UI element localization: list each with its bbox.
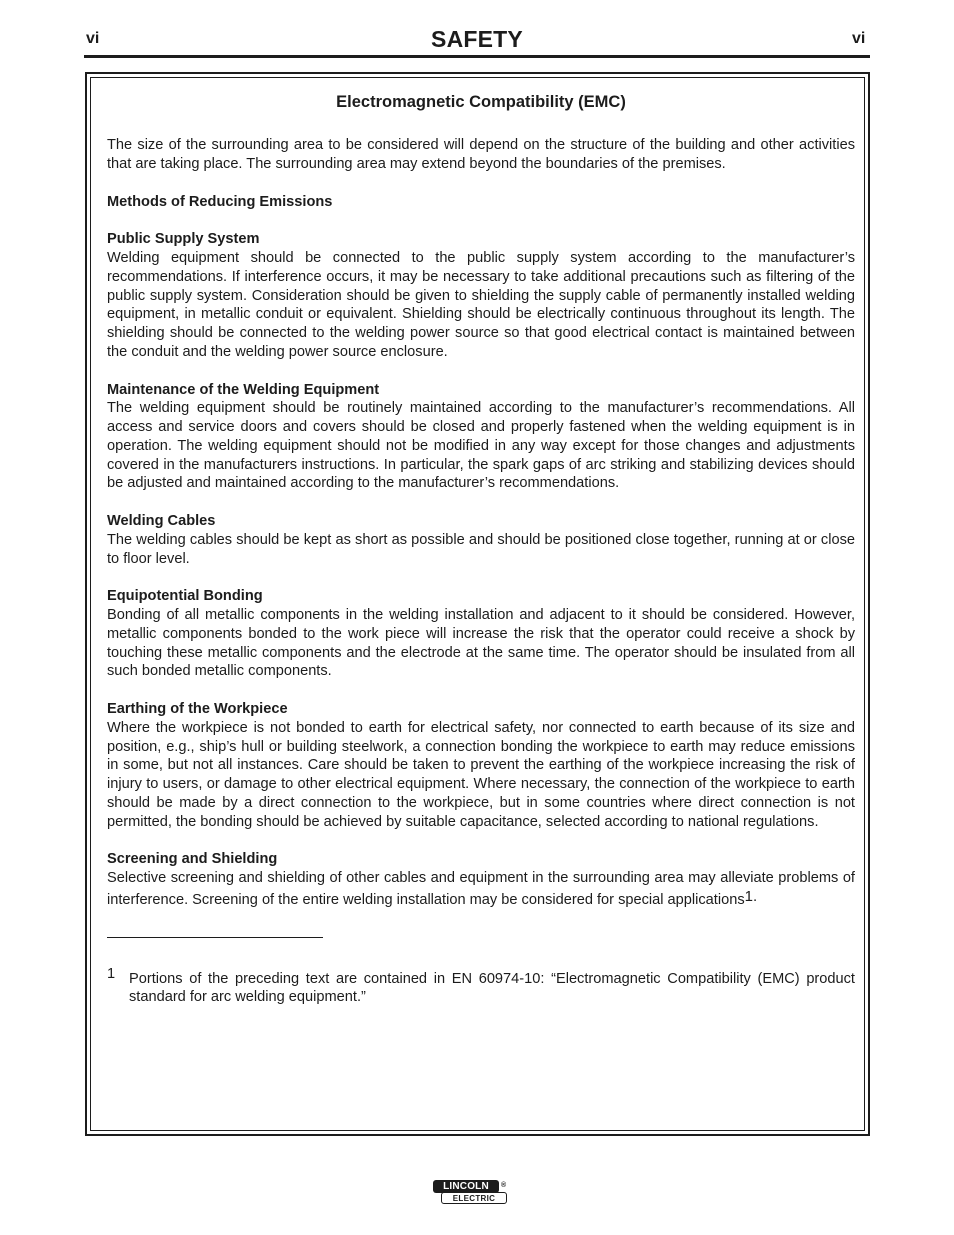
section-screening [107,850,855,909]
section-text-wrapper [107,869,855,910]
section-heading: Equipotential Bonding [107,588,263,605]
methods-heading: Methods of Reducing Emissions [107,193,333,210]
section-heading: Public Supply System [107,231,260,248]
footnote-text: Portions of the preceding text are contained in EN 60974-10: “Electromagnetic Compatibility (EMC) product standard for arc welding equipment.” [129,970,855,1006]
footnote-reference: 1. [744,887,758,905]
section-text: The welding equipment should be routinely maintained according to the manufacturer’s recommendations. All access and service doors and covers should be closed and properly fastened when the welding equipment is in operation. The welding equipment should not be modified in any way except for those changes and adjustments covered in the manufacturers instructions. In particular, the spark gaps of arc striking and stabilizing devices should be adjusted and maintained according to the manufacturer’s recommendations. [107,400,855,492]
emc-content [107,92,855,1007]
section-equipotential-bonding [107,587,855,681]
page-title: SAFETY [431,26,523,52]
emc-box [85,72,870,1136]
header-rule [84,55,870,58]
section-heading: Screening and Shielding [107,851,278,868]
footnote-number: 1 [107,965,116,982]
intro-paragraph: The size of the surrounding area to be considered will depend on the structure of the building and other activities that are taking place. The surrounding area may extend beyond the boundaries of the premises. [107,137,855,172]
logo-top-text: LINCOLN [433,1180,499,1193]
footnote [107,965,855,1008]
page-number-right: vi [852,30,866,47]
section-text: Bonding of all metallic components in the welding installation and adjacent to it should be considered. However, metallic components bonded to the work piece will increase the risk that the operator could receive a shock by touching these metallic components and the electrode at the same time. The operator should be insulated from all such bonded metallic components. [107,607,855,680]
section-welding-cables [107,512,855,568]
page-number-left: vi [86,30,100,47]
section-title: Electromagnetic Compatibility (EMC) [336,93,626,111]
section-maintenance [107,381,855,494]
emc-box-inner-border [90,77,865,1131]
section-text: Selective screening and shielding of other cables and equipment in the surrounding area may alleviate problems of interference. Screening of the entire welding installation may be considered for special applications [107,870,855,908]
section-text: Welding equipment should be connected to the public supply system according to the manufacturer’s recommendations. If interference occurs, it may be necessary to take additional precautions such as filtering of the public supply system. Consideration should be given to shielding the supply cable of permanently installed welding equipment, in metallic conduit or equivalent. Shielding should be electrically continuous throughout its length. The shielding should be connected to the welding power source so that good electrical contact is maintained between the conduit and the welding power source enclosure. [107,250,855,360]
section-public-supply [107,230,855,361]
section-heading: Welding Cables [107,513,216,529]
section-heading: Earthing of the Workpiece [107,701,288,717]
section-heading: Maintenance of the Welding Equipment [107,381,380,398]
section-earthing [107,700,855,831]
footnote-separator [107,937,323,938]
logo-registered-mark: ® [501,1182,507,1189]
section-text: The welding cables should be kept as short as possible and should be positioned close together, running at or close to floor level. [107,531,855,567]
lincoln-electric-logo [433,1180,509,1205]
logo-bottom-text: ELECTRIC [441,1192,507,1204]
section-text: Where the workpiece is not bonded to earth for electrical safety, nor connected to earth because of its size and position, e.g., ship’s hull or building steelwork, a connection bonding the workpiece to earth may reduce emissions in some, but not all instances. Care should be taken to prevent the earthing of the workpiece increasing the risk of injury to users, or damage to other electrical equipment. Where necessary, the connection of the workpiece to earth should be made by a direct connection to the workpiece, but in some countries where direct connection is not permitted, the bonding should be achieved by suitable capacitance, selected according to national regulations. [107,719,855,830]
